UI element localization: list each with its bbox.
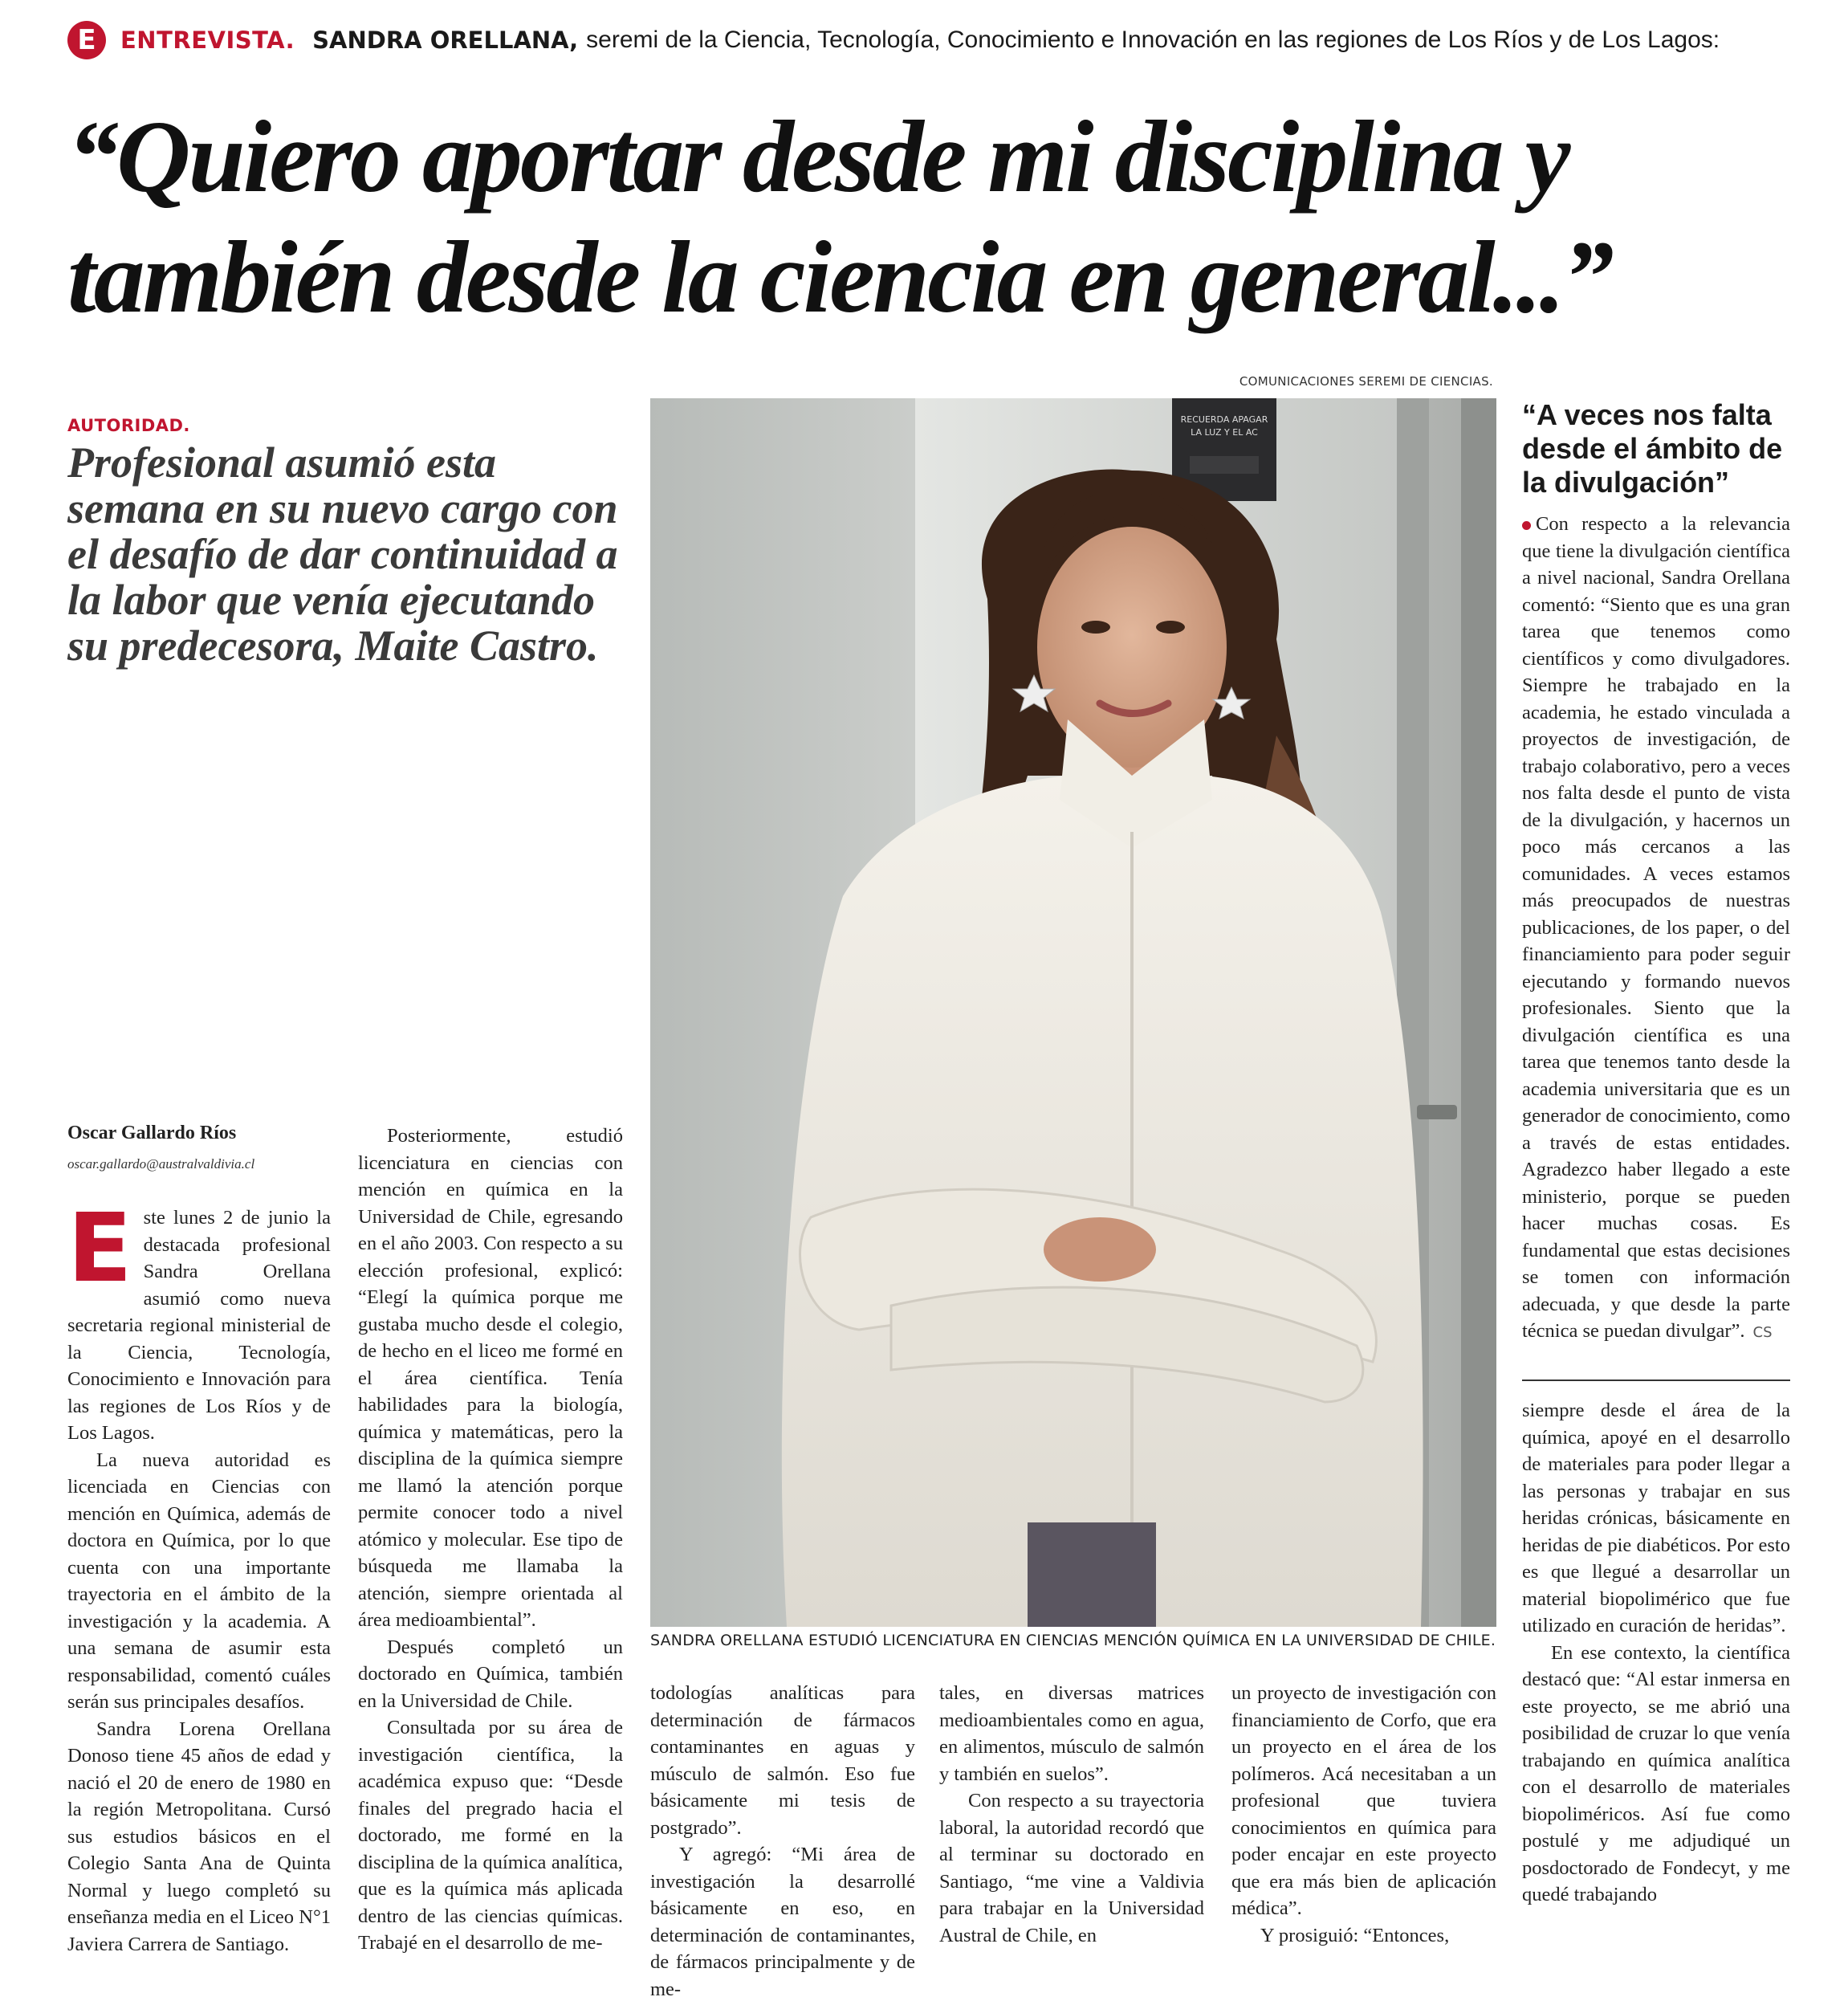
body-column-1 [67, 1192, 331, 1958]
headline-line-1: “Quiero aportar desde mi disciplina y [67, 100, 1569, 214]
drop-cap: E [67, 1192, 132, 1303]
subject-name: SANDRA ORELLANA, [312, 26, 579, 54]
body-paragraph: Este lunes 2 de junio la destacada profesional Sandra Orellana asumió como nueva secretaria regional ministerial de la Ciencia, Tecnología, Conocimiento e Innovación para las regiones de Los Ríos y de Los Lagos. [67, 1192, 331, 1444]
body-paragraph: un proyecto de investigación con financiamiento de Corfo, que era un proyecto en el área de los polímeros. Acá necesitaban a un profesional que tuviera conocimientos en química para poder encajar en este proyecto que era más bien de aplicación médica”. [1231, 1682, 1496, 1919]
article-kicker [67, 16, 1801, 64]
body-paragraph: tales, en diversas matrices medioambientales como en agua, en alimentos, músculo de salmón y también en suelos”. [939, 1682, 1204, 1785]
body-paragraph: Consultada por su área de investigación científica, la académica expuso que: “Desde finales del pregrado hacia el doctorado, me formé en la disciplina de la química analítica, que es la química más aplicada dentro de las ciencias químicas. Trabajé en el desarrollo de me- [358, 1717, 623, 1954]
red-bullet-icon [1522, 521, 1531, 530]
body-column-6 [1522, 1397, 1790, 1909]
body-paragraph: todologías analíticas para determinación de fármacos contaminantes en aguas y músculo de salmón. Eso fue básicamente mi tesis de postgrado”. [650, 1682, 915, 1839]
author-name: Oscar Gallardo Ríos [67, 1123, 237, 1143]
headline-line-2: también desde la ciencia en general...” [67, 220, 1612, 334]
svg-text:LA LUZ Y EL AC: LA LUZ Y EL AC [1191, 427, 1258, 438]
body-paragraph: En ese contexto, la científica destacó que: “Al estar inmersa en este proyecto, se me abrió una posibilidad de cruzar lo que venía trabajando en química analítica con el desarrollo de materiales biopoliméricos. Así fue como postulé y me adjudiqué un posdoctorado de Fondecyt, y me quedé trabajando [1522, 1641, 1790, 1905]
door-sign-text: RECUERDA APAGAR [1180, 414, 1268, 425]
body-paragraph: Con respecto a su trayectoria laboral, la autoridad recordó que al terminar su doctorado en Santiago, “me vine a Valdivia para trabajar en la Universidad Austral de Chile, en [939, 1790, 1204, 1946]
section-badge: E [67, 21, 106, 59]
portrait-photo [650, 398, 1496, 1627]
subject-description: seremi de la Ciencia, Tecnología, Conocimiento e Innovación en las regiones de Los Ríos y de Los Lagos: [586, 26, 1720, 53]
body-paragraph: siempre desde el área de la química, apoyé en el desarrollo de materiales para poder llegar a las personas y trabajar en sus heridas crónicas, básicamente en heridas de pie diabéticos. Por esto es que llegué a desarrollar un material biopolimérico que fue utilizado en curación de heridas”. [1522, 1400, 1790, 1636]
photo-credit: COMUNICACIONES SEREMI DE CIENCIAS. [1239, 374, 1493, 389]
headline [67, 96, 1817, 337]
body-paragraph: Y agregó: “Mi área de investigación la desarrollé básicamente en eso, en determinación de contaminantes, de fármacos principalmente y de me- [650, 1844, 915, 2000]
body-column-3 [650, 1680, 915, 2001]
body-paragraph: Después completó un doctorado en Química, también en la Universidad de Chile. [358, 1636, 623, 1712]
photo-caption: SANDRA ORELLANA ESTUDIÓ LICENCIATURA EN CIENCIAS MENCIÓN QUÍMICA EN LA UNIVERSIDAD DE CHILE. [650, 1632, 1496, 1649]
end-mark-icon: CS [1752, 1324, 1773, 1341]
body-paragraph: La nueva autoridad es licenciada en Ciencias con mención en Química, además de doctora en Química, por lo que cuenta con una importante trayectoria en el ámbito de la investigación y la academia. A una semana de asumir esta responsabilidad, comentó cuáles serán sus principales desafíos. [67, 1449, 331, 1713]
sidebar-body [1522, 511, 1790, 1347]
sidebar-divider [1522, 1380, 1790, 1381]
sidebar-title: “A veces nos falta desde el ámbito de la divulgación” [1522, 398, 1783, 499]
deck: Profesional asumió esta semana en su nuevo cargo con el desafío de dar continuidad a la labor que venía ejecutando su predecesora, Maite Castro. [67, 438, 618, 670]
section-label: ENTREVISTA. [120, 26, 295, 54]
author-email: oscar.gallardo@australvaldivia.cl [67, 1156, 255, 1172]
deck-tag: AUTORIDAD. [67, 416, 190, 435]
sidebar-text: Con respecto a la relevancia que tiene la divulgación científica a nivel nacional, Sandra Orellana comentó: “Siento que es una gran tarea que tenemos como científicos y como divulgadores. Siempre he trabajado en la academia, he estado vinculada a proyectos de investigación, de trabajo colaborativo, pero a veces nos falta desde el punto de vista de la divulgación, y hacernos un poco más cercanos a las comunidades. A veces estamos más preocupados de nuestras publicaciones, de los paper, o del financiamiento para poder seguir ejecutando y formando nuevos profesionales. Siento que la divulgación científica es una tarea que tenemos tanto desde la academia universitaria que es un generador de conocimiento, como a través de estas entidades. Agradezco haber llegado a este ministerio, porque se pueden hacer muchas cosas. Es fundamental que estas decisiones se tomen con información adecuada, y que desde la parte técnica se puedan divulgar”. [1522, 513, 1790, 1342]
body-column-4 [939, 1680, 1204, 1949]
body-column-5 [1231, 1680, 1496, 1949]
body-paragraph: Sandra Lorena Orellana Donoso tiene 45 años de edad y nació el 20 de enero de 1980 en la región Metropolitana. Cursó sus estudios básicos en el Colegio Santa Ana de Quinta Normal y luego completó su enseñanza media en el Liceo N°1 Javiera Carrera de Santiago. [67, 1718, 331, 1955]
body-paragraph: Y prosiguió: “Entonces, [1260, 1924, 1450, 1946]
body-column-2 [358, 1123, 623, 1957]
body-paragraph: Posteriormente, estudió licenciatura en ciencias con mención en química en la Universidad de Chile, egresando en el año 2003. Con respecto a su elección profesional, explicó: “Elegí la química porque me gustaba mucho desde el colegio, de hecho en el liceo me formé en el área científica. Tenía habilidades para la biología, química y matemáticas, pero la disciplina de la química siempre me llamó la atención porque permite conocer todo a nivel atómico y molecular. Ese tipo de búsqueda me llamaba la atención, siempre orientada al área medioambiental”. [358, 1125, 623, 1631]
